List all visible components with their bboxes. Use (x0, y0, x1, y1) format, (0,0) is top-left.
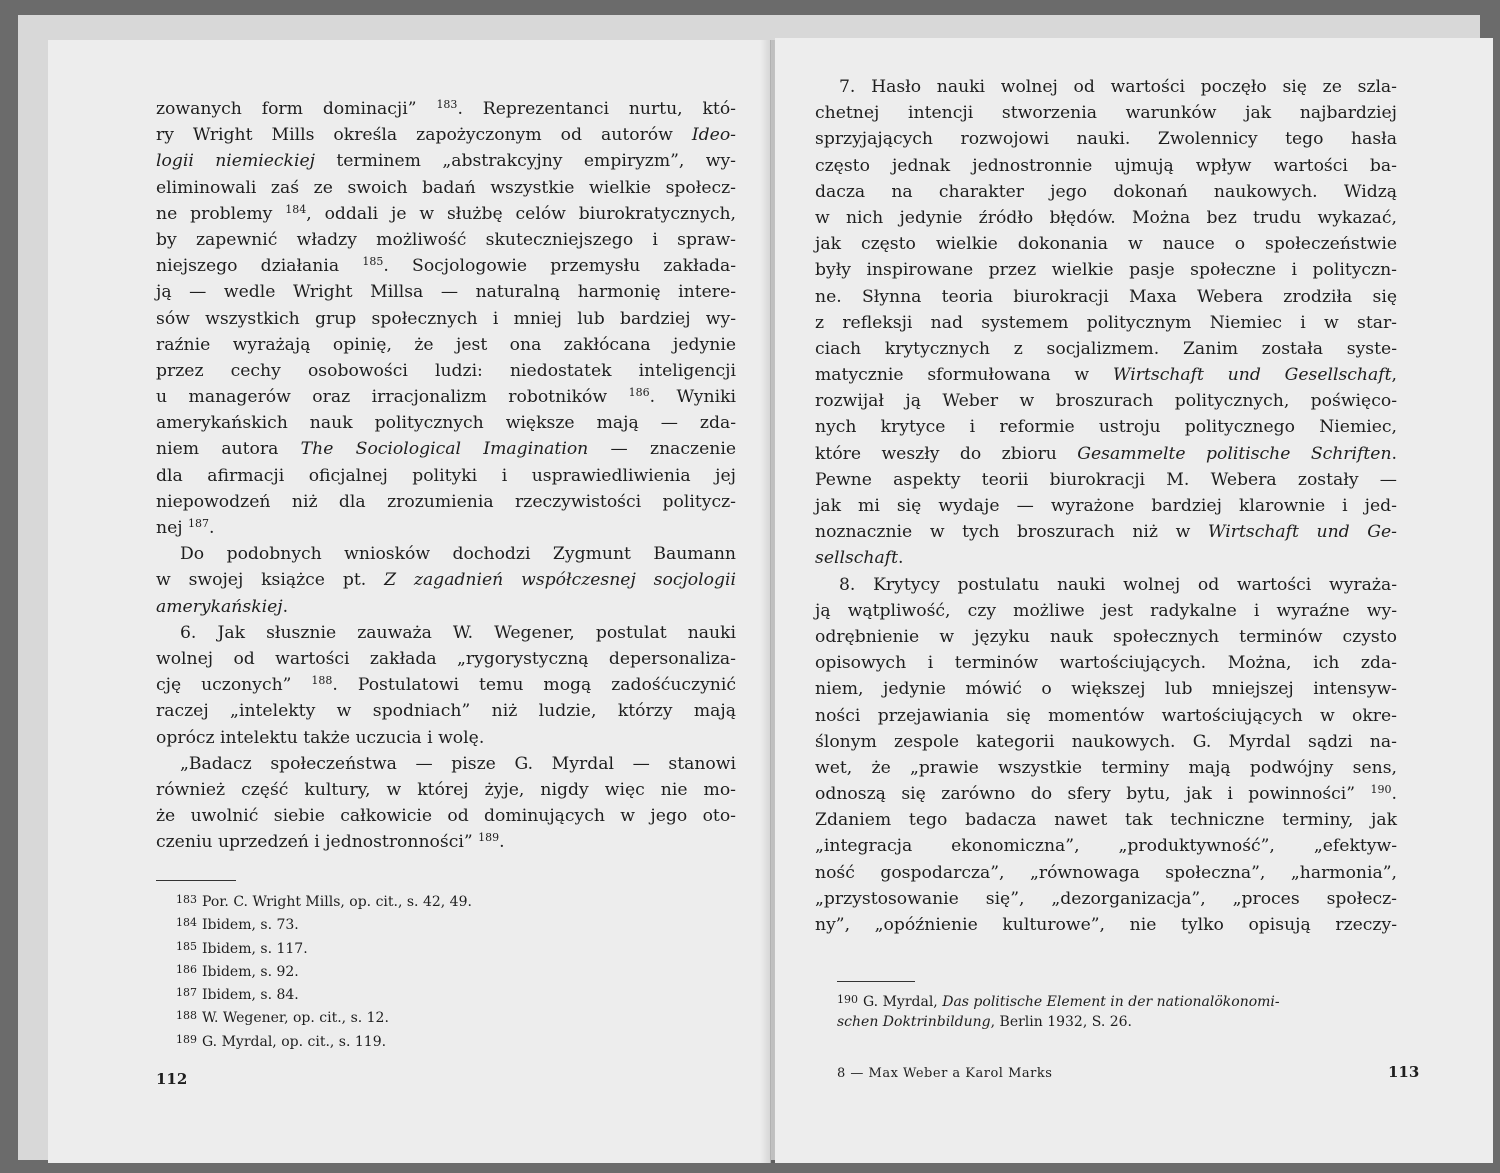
text-line: jak często wielkie dokonania w nauce o społeczeństwie (815, 234, 1397, 255)
footnote-187 (176, 981, 736, 1004)
text-line: które weszły do zbioru Gesammelte politische Schriften. (815, 443, 1397, 464)
text-line: noznacznie w tych broszurach niż w Wirtschaft und Ge- (815, 522, 1397, 543)
text-line: były inspirowane przez wielkie pasje społeczne i polityczn- (815, 260, 1397, 281)
text-line: niem, jedynie mówić o większej lub mniejszej intensyw- (815, 679, 1397, 700)
footnote-number: 184 (176, 916, 197, 930)
footnote-number: 188 (176, 1009, 197, 1023)
footnote-184 (176, 911, 736, 934)
text-line: czeniu uprzedzeń i jednostronności” $^{189}$. (156, 831, 505, 853)
text-line: ślonym zespole kategorii naukowych. G. Myrdal sądzi na- (815, 731, 1397, 752)
footnote-185 (176, 935, 736, 958)
text-line: chetnej intencji stworzenia warunków jak najbardziej (815, 103, 1397, 124)
text-line: „przystosowanie się”, „dezorganizacja”, „proces społecz- (815, 888, 1397, 909)
text-line: ją wątpliwość, czy możliwe jest radykalne i wyraźne wy- (815, 600, 1397, 621)
text-line: dacza na charakter jego dokonań naukowych. Widzą (815, 181, 1397, 202)
text-line: również część kultury, w której żyje, nigdy więc nie mo- (156, 779, 736, 800)
right-footnote-rule (837, 981, 915, 982)
text-line: raczej „intelekty w spodniach” niż ludzie, którzy mają (156, 701, 736, 722)
left-footnote-rule (156, 880, 236, 881)
text-line: ne problemy $^{184}$, oddali je w służbę celów biurokratycznych, (156, 202, 737, 224)
footnote-number: 190 (837, 993, 858, 1006)
text-line: w swojej książce pt. Z zagadnień współczesnej socjologii (156, 570, 736, 591)
text-line: odnoszą się zarówno do sfery bytu, jak i powinności” $^{190}$. (815, 783, 1397, 805)
text-line: eliminowali zaś ze swoich badań wszystkie wielkie społecz- (156, 177, 736, 198)
footnote-text-line: schen Doktrinbildung, Berlin 1932, S. 26. (837, 1014, 1132, 1031)
text-line: amerykańskiej. (156, 596, 289, 617)
footnote-text: Ibidem, s. 84. (202, 987, 299, 1004)
text-line: wet, że „prawie wszystkie terminy mają podwójny sens, (815, 757, 1397, 778)
text-line: 7. Hasło nauki wolnej od wartości poczęło się ze szla- (839, 77, 1397, 97)
text-line: logii niemieckiej terminem „abstrakcyjny empiryzm”, wy- (156, 151, 736, 172)
text-line: ność gospodarcza”, „równowaga społeczna”, „harmonia”, (815, 862, 1397, 883)
footnote-text: Por. C. Wright Mills, op. cit., s. 42, 49. (202, 894, 472, 910)
text-line: niem autora The Sociological Imagination — znaczenie (156, 439, 736, 460)
text-line: niejszego działania $^{185}$. Socjologowie przemysłu zakłada- (156, 255, 737, 277)
text-line: ności przejawiania się momentów wartościujących w okre- (815, 705, 1397, 726)
footnote-number: 189 (176, 1032, 197, 1046)
text-line: wolnej od wartości zakłada „rygorystyczną depersonaliza- (156, 648, 736, 669)
text-line: „Badacz społeczeństwa — pisze G. Myrdal — stanowi (180, 753, 736, 774)
signature-mark: 8 — Max Weber a Karol Marks (837, 1066, 1053, 1081)
right-page (775, 38, 1493, 1163)
footnote-text: Ibidem, s. 117. (202, 940, 308, 957)
right-footnote (837, 988, 1417, 1035)
text-line: „integracja ekonomiczna”, „produktywność”, „efektyw- (815, 836, 1397, 857)
text-line: że uwolnić siebie całkowicie od dominujących w jego oto- (156, 806, 736, 827)
text-line: często jednak jednostronnie ujmują wpływ wartości ba- (815, 155, 1397, 176)
footnote-text: W. Wegener, op. cit., s. 12. (202, 1010, 389, 1027)
text-line: ny”, „opóźnienie kulturowe”, nie tylko opisują rzeczy- (815, 915, 1397, 935)
text-line: ry Wright Mills określa zapożyczonym od autorów Ideo- (156, 125, 736, 146)
footnote-186 (176, 958, 736, 981)
footnote-189 (176, 1028, 736, 1051)
text-line: sprzyjających rozwojowi nauki. Zwolennicy tego hasła (815, 129, 1397, 150)
left-page-number: 112 (156, 1070, 188, 1088)
text-line: raźnie wyrażają opinię, że jest ona zakłócana jedynie (156, 334, 736, 355)
left-body-text (156, 96, 736, 855)
text-line: 6. Jak słusznie zauważa W. Wegener, postulat nauki (180, 622, 736, 643)
footnote-text: Ibidem, s. 92. (202, 963, 299, 980)
footnote-number: 186 (176, 962, 197, 976)
text-line: Pewne aspekty teorii biurokracji M. Webera zostały — (815, 469, 1397, 490)
footnote-text: Ibidem, s. 73. (202, 917, 299, 934)
footnote-number: 187 (176, 986, 197, 1000)
footnote-number: 185 (176, 939, 197, 953)
text-line: jak mi się wydaje — wyrażone bardziej klarownie i jed- (815, 496, 1397, 516)
footnote-text: G. Myrdal, op. cit., s. 119. (202, 1033, 387, 1050)
text-line: oprócz intelektu także uczucia i wolę. (156, 727, 485, 748)
text-line: 8. Krytycy postulatu nauki wolnej od wartości wyraża- (839, 574, 1397, 595)
footnote-190-cont (837, 1011, 1417, 1034)
text-line: by zapewnić władzy możliwość skuteczniejszego i spraw- (156, 229, 736, 250)
text-line: sów wszystkich grup społecznych i mniej lub bardziej wy- (156, 308, 736, 329)
text-line: przez cechy osobowości ludzi: niedostatek inteligencji (156, 360, 736, 381)
text-line: w nich jedynie źródło błędów. Można bez trudu wykazać, (815, 207, 1397, 228)
text-line: ne. Słynna teoria biurokracji Maxa Webera zrodziła się (815, 286, 1397, 307)
text-line: nych krytyce i reformie ustroju politycznego Niemiec, (815, 417, 1397, 438)
text-line: ciach krytycznych z socjalizmem. Zanim została syste- (815, 338, 1397, 359)
scan-frame (18, 15, 1480, 1160)
text-line: cję uczonych” $^{188}$. Postulatowi temu mogą zadośćuczynić (156, 674, 736, 696)
text-line: z refleksji nad systemem politycznym Niemiec i w star- (815, 312, 1397, 333)
footnote-190 (837, 988, 1417, 1011)
text-line: odrębnienie w języku nauk społecznych terminów czysto (815, 626, 1397, 647)
text-line: dla afirmacji oficjalnej polityki i usprawiedliwienia jej (156, 465, 736, 486)
text-line: zowanych form dominacji” $^{183}$. Reprezentanci nurtu, któ- (156, 98, 736, 119)
left-page (48, 40, 771, 1163)
text-line: nej $^{187}$. (156, 517, 215, 538)
footnote-183 (176, 888, 736, 911)
footnote-188 (176, 1004, 736, 1027)
text-line: amerykańskich nauk politycznych większe mają — zda- (156, 413, 736, 434)
text-line: u managerów oraz irracjonalizm robotników $^{186}$. Wyniki (156, 386, 736, 408)
text-line: niepowodzeń niż dla zrozumienia rzeczywistości politycz- (156, 491, 736, 512)
footnote-number: 183 (176, 893, 197, 906)
text-line: sellschaft. (815, 548, 904, 569)
footnote-text-line: G. Myrdal, Das politische Element in der nationalökonomi- (863, 994, 1280, 1010)
right-page-number: 113 (1388, 1063, 1420, 1081)
text-line: matycznie sformułowana w Wirtschaft und Gesellschaft, (815, 365, 1397, 386)
text-line: ją — wedle Wright Millsa — naturalną harmonię intere- (156, 282, 736, 303)
text-line: Zdaniem tego badacza nawet tak techniczne terminy, jak (815, 810, 1397, 831)
text-line: opisowych i terminów wartościujących. Można, ich zda- (815, 653, 1397, 674)
right-body-text (815, 74, 1397, 938)
text-line: Do podobnych wniosków dochodzi Zygmunt Baumann (180, 544, 736, 565)
text-line: rozwijał ją Weber w broszurach politycznych, poświęco- (815, 391, 1397, 412)
left-footnotes (176, 888, 736, 1051)
